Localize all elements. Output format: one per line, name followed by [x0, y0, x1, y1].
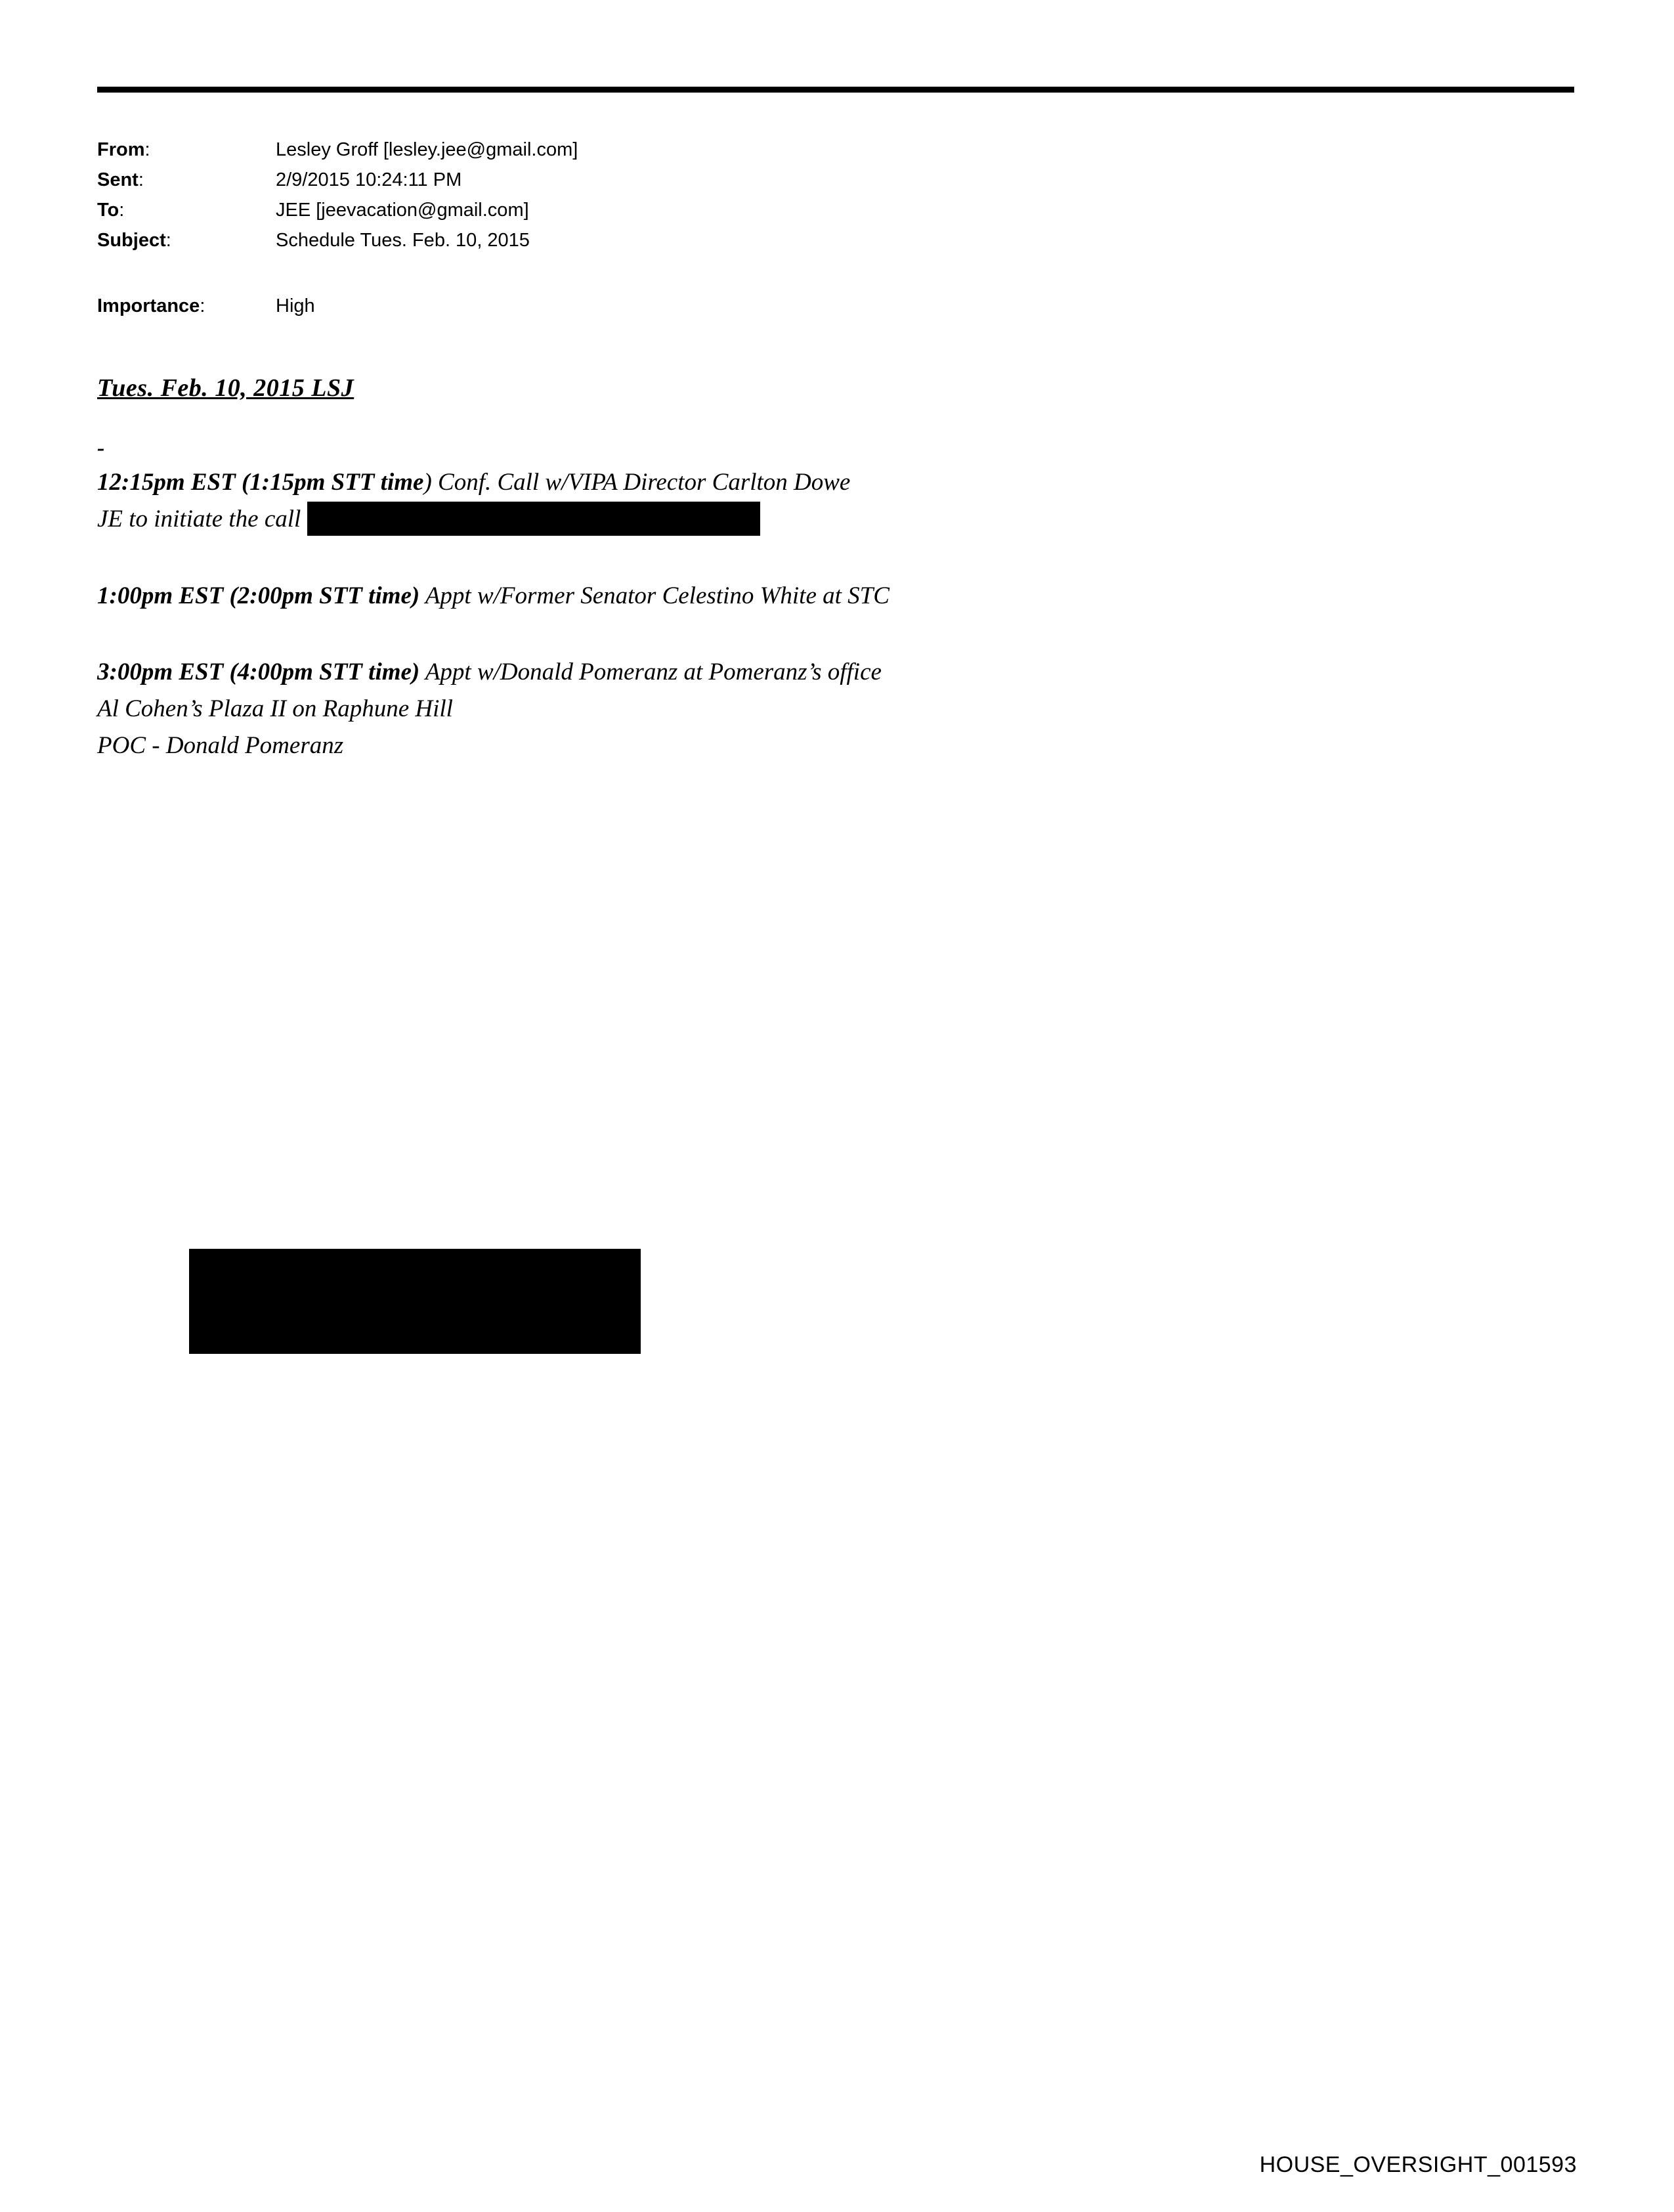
bates-stamp: HOUSE_OVERSIGHT_001593 [1259, 2152, 1577, 2177]
entry-2-heading [97, 578, 1568, 615]
header-label-importance: Importance: [97, 295, 205, 316]
entry-1-note [97, 501, 1568, 538]
header-value-sent: 2/9/2015 10:24:11 PM [276, 169, 462, 190]
redaction-bar-block [189, 1249, 641, 1354]
redaction-bar-inline [307, 502, 760, 536]
header-value-importance: High [276, 295, 315, 316]
header-colon: : [144, 139, 150, 160]
entry-1-time: 12:15pm EST (1:15pm STT time [97, 469, 424, 496]
header-row-importance [97, 291, 1541, 321]
entry-1-heading [97, 464, 1568, 501]
header-value-to: JEE [jeevacation@gmail.com] [276, 200, 529, 221]
entry-3-description: Appt w/Donald Pomeranz at Pomeranz’s office [419, 658, 882, 685]
email-header-block [97, 135, 1541, 321]
header-row-to [97, 195, 1541, 225]
header-colon: : [165, 230, 171, 251]
header-colon: : [119, 200, 125, 221]
entry-1-description: ) Conf. Call w/VIPA Director Carlton Dowe [423, 469, 851, 496]
header-colon: : [138, 169, 144, 190]
header-colon: : [200, 295, 205, 316]
schedule-entry-1 [97, 464, 1568, 538]
header-label-to: To: [97, 200, 125, 221]
entry-3-time: 3:00pm EST (4:00pm STT time) [97, 658, 420, 685]
entry-1-note-text: JE to initiate the call [97, 506, 301, 532]
schedule-entry-2 [97, 578, 1568, 615]
header-label-from: From: [97, 139, 150, 160]
email-body [97, 371, 1568, 764]
bullet-dash: - [97, 436, 105, 460]
header-row-subject [97, 225, 1541, 255]
header-value-from: Lesley Groff [lesley.jee@gmail.com] [276, 139, 578, 160]
entry-3-location: Al Cohen’s Plaza II on Raphune Hill [97, 695, 453, 722]
entry-3-heading [97, 654, 1568, 691]
header-row-sent [97, 165, 1541, 195]
schedule-entry-3 [97, 654, 1568, 764]
entry-2-time: 1:00pm EST (2:00pm STT time) [97, 582, 420, 609]
header-label-subject: Subject: [97, 230, 171, 251]
schedule-day-title: Tues. Feb. 10, 2015 LSJ [97, 374, 354, 402]
header-label-sent: Sent: [97, 169, 144, 190]
entry-2-description: Appt w/Former Senator Celestino White at STC [419, 582, 890, 609]
header-row-from [97, 135, 1541, 165]
header-divider-rule [97, 87, 1574, 93]
header-value-subject: Schedule Tues. Feb. 10, 2015 [276, 230, 530, 251]
entry-3-poc: POC - Donald Pomeranz [97, 731, 344, 759]
